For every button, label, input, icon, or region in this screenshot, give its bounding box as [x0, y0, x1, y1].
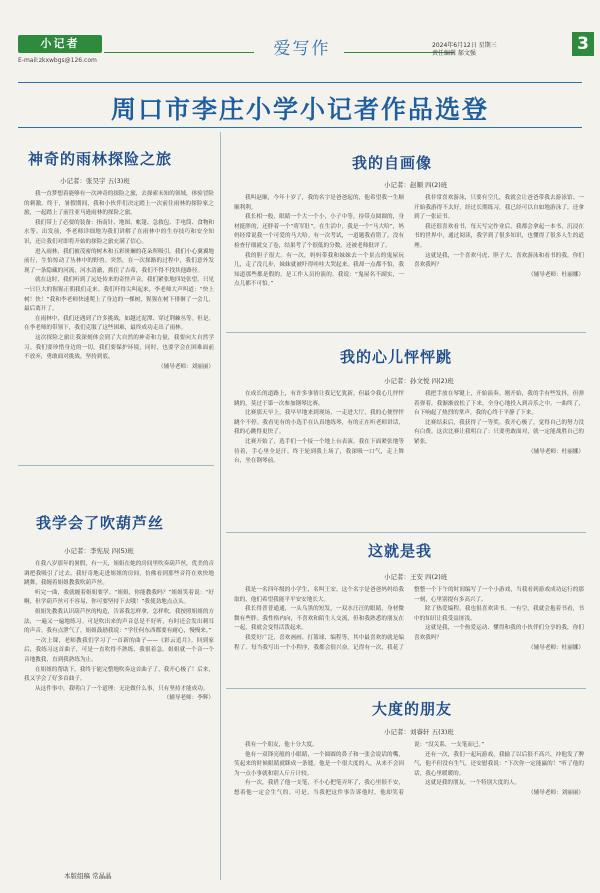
paragraph: 这就是我的朋友，一个特别大度的人。 [425, 780, 521, 787]
right-divider-2 [226, 532, 586, 533]
article-title-rainforest: 神奇的雨林探险之旅 [28, 150, 173, 168]
paragraph: 我还很喜欢看书，每天写完作业后，我都会拿起一本书，沉浸在书的世界中，通过阅读，我学到了很多知识，也懂得了很多人生的道理。 [414, 223, 584, 249]
paragraph: 我是一名四年级的小学生，名叫王安。这个名字是爸爸妈妈给我取的，他们希望我能平平安安地长大。 [234, 587, 404, 603]
paragraph: 比赛结束后，我获得了一等奖。我开心极了，觉得自己的努力没有白费。这次比赛让我明白了：只要勇敢面对，就一定能战胜自己的紧张。 [414, 419, 584, 445]
paragraph: 在雨林中，我们还遇到了许多挑战，如越过泥潭、穿过荆棘丛等。但是，在李老师的带领下，我们克服了这些困难，最终成功走出了雨林。 [24, 315, 214, 332]
teacher-credit: （辅导老师：刘丽丽） [528, 789, 584, 796]
paragraph: 这次探险之旅让我深刻体会到了大自然的神奇和力量，我要向大自然学习。我们要珍惜身边的一切，我们要保护环境，同时，也要学会在困难面前不放弃，勇敢面对挑战，坚持到底。 [24, 334, 214, 361]
column-divider [220, 132, 221, 880]
paragraph: 还有一次，我们一起玩游戏，我输了以后很不高兴，冲他发了脾气，他不但没有生气，还安慰我说：“下次你一定能赢的！”听了他的话，我心里暖暖的。 [414, 751, 584, 777]
paragraph: 我非常喜欢游泳，只要有空儿，我就会让爸爸带我去游泳馆。一开始我游得不太好，经过长期练习，我已经可以自如地游泳了，还拿到了一张证书。 [414, 195, 584, 221]
article-body-friend [234, 741, 584, 881]
left-divider [18, 465, 214, 466]
paragraph: 在我八岁那年的暑假，有一天，姐姐在她的房间里吹奏葫芦丝，优美的音调把我吸引了过去。我好奇地走进姐姐的房间，仿佛看到那些音符在欢快地跳舞，我缠着姐姐教我吹葫芦丝。 [24, 561, 214, 587]
paragraph: 从这件事中，我明白了一个道理：无论做什么事，只有坚持才能成功。 [35, 685, 209, 692]
byline-hulusi: 小记者：李宪辰 四(5)班 [64, 547, 134, 555]
paragraph: 他有一双锋亮般的小眼睛，一个圆圆的鼻子和一张会说话的嘴，笑起来的时候眼睛就眯成一条缝。他是一个很大度的人，从来不会因为一点小事就和别人斤斤计较。 [234, 751, 404, 777]
masthead-logo: 小记者 [18, 35, 102, 53]
headline-rule-bottom [18, 127, 582, 128]
page-headline: 周口市李庄小学小记者作品选登 [110, 95, 489, 124]
page-number: 3 [572, 32, 594, 56]
article-body-heartbeat [234, 390, 584, 528]
date-line: 2024年6月12日 星期三 [432, 42, 497, 49]
byline-rainforest: 小记者：张昊宇 五(3)班 [60, 177, 130, 185]
paragraph: 在姐姐的帮助下，我终于能完整地吹奏这首曲子了，我开心极了！后来，我又学会了好多首曲子。 [24, 666, 214, 683]
byline-thisisme: 小记者：王安 四(2)班 [384, 573, 448, 581]
paragraph: 在成长的道路上，有许多事情让我记忆犹新，但最令我心儿怦怦跳的，莫过于第一次参加钢琴比赛。 [234, 391, 404, 407]
paragraph: 我长得普普通通，一头乌黑的短发，一双水汪汪的眼睛，身材微微有些胖。我性格内向，不喜欢和陌生人交流，但和我熟悉的朋友在一起，我就会变得活泼起来。 [234, 606, 404, 632]
issue-date [432, 42, 497, 58]
paragraph: 有一次，我借了他一支笔，不小心把笔弄坏了，我心里很不安，想着他一定会生气的。可是，当我把这件事告诉他时，他却笑着说：“没关系，一支笔而已。” [234, 742, 485, 796]
email-line: E-mail:zkxwbgs@126.com [18, 57, 97, 64]
paragraph: 我长相一般，眼睛一个大一个小，小子中等，捡带点圆圆的，身材挺胖的，还胖着一个“将军肚”。在生活中，我是一个“马大哈”，妈妈经常说我一个可爱的马大哈。有一次考试，一道题我看错了，没有检查仔细就交了卷，结果考了个很低的分数，还被老师批评了。 [234, 214, 404, 249]
paragraph: 我叫赵顺，今年十岁了，我的名字是爸爸起的，他希望我一生顺顺利利。 [234, 195, 404, 211]
paragraph: 进入雨林，我们被茂密的树木和五彩斑斓的花朵所吸引。我们小心翼翼地前行，生怕惊动了丛林中的野兽。突然，在一次探路的过程中，我们意外发现了一条隐藏的河流，河水清澈，抓住了吉希，我们不得不找其他路径。 [24, 248, 214, 274]
paragraph: 这就是我，一个喜欢马虎、胆子大、喜欢游泳和看书的我，你们喜欢我吗？ [414, 252, 584, 269]
paragraph: 比赛那天早上，我早早地来到现场，一走进大厅，我的心便怦怦跳个不停。我看见有的小选手在认真地练琴，有的正在听老师讲话，我的心跳得更快了。 [234, 410, 404, 436]
byline-friend: 小记者：刘睿轩 五(3)班 [384, 728, 454, 736]
page-editor-credit: 本版组稿 常晶晶 [64, 872, 112, 880]
right-divider-3 [226, 688, 586, 689]
article-body-selfportrait [234, 194, 584, 328]
paragraph: 我们带上了必要的装备：指南针、地图、帐篷、急救包、手电筒、食物和水等。出发前，李老师详细地为我们讲解了在雨林中的生存技巧和安全知识，还让我们对即将开始的探险之旅充满了信心。 [24, 219, 214, 245]
paragraph: 一次上课，老师教我们学习了一首新的曲子——《彩云追月》。回到家后，我练习这首曲子，可是一直吹得不熟练，我很着急。姐姐就一个音一个音地教我，直到我熟练为止。 [24, 637, 214, 663]
page-header [0, 0, 600, 70]
teacher-credit: （辅导老师：刘丽丽） [158, 363, 214, 370]
byline-selfportrait: 小记者：赵顺 四(2)班 [384, 181, 448, 189]
article-body-rainforest [24, 190, 214, 462]
paragraph: 我的胆子很大。有一次，妈妈带我和妹妹去一个景点的鬼屋玩儿，走了没几步，妹妹就被吓得哇哇大哭起来。我却一点都不怕，我知道那些都是假的，是工作人员扮演的。我说：“鬼屋名不副实，一点儿都不可怕。” [234, 252, 404, 288]
article-title-hulusi: 我学会了吹葫芦丝 [36, 514, 165, 532]
headline-rule-top [18, 82, 582, 83]
paragraph: 除了热爱编程，我也很喜欢读书。一有空，我就会抱着书看，书中的知识让我受益匪浅。 [414, 606, 584, 622]
right-divider-1 [226, 332, 586, 333]
article-title-friend: 大度的朋友 [372, 700, 453, 718]
paragraph: 我有一个朋友，他十分大度。 [245, 742, 318, 748]
article-title-heartbeat: 我的心儿怦怦跳 [340, 348, 453, 366]
paragraph: 这就是我，一个热爱运动、懂得和我的小伙伴们分享的我，你们喜欢我吗？ [414, 625, 584, 641]
paragraph: 我一直梦想着能够有一次神奇的探险之旅，去探索未知的领域，体验冒险的刺激。终于，暑假期间，我和小伙伴们决定踏上一次前往雨林的探险家之旅，一起踏上了前往亚马逊雨林的探险之旅。 [24, 191, 214, 217]
article-title-thisisme: 这就是我 [368, 542, 433, 560]
article-title-selfportrait: 我的自画像 [352, 154, 433, 172]
section-title: 爱写作 [273, 39, 331, 59]
teacher-credit: （辅导老师：杜丽娜） [528, 271, 584, 278]
editor-line: 责任编辑 郝文强 [432, 50, 476, 57]
article-body-thisisme [234, 586, 584, 684]
paragraph: 听完一曲，我就缠着姐姐要学。“姐姐，你能教我吗？”姐姐笑着说：“好啊，但学葫芦丝可不容易，你可要坚持下去哦！”我使劲地点点头。 [24, 589, 214, 606]
teacher-credit: （辅导老师：杜丽娜） [528, 448, 584, 455]
byline-heartbeat: 小记者：孙文悦 四(2)班 [384, 377, 454, 385]
teacher-credit: （辅导老师：李辉） [163, 695, 214, 702]
article-body-hulusi [24, 560, 214, 863]
teacher-credit: （辅导老师：杜丽娜） [528, 644, 584, 651]
paragraph: 就在这时，我们听到了远处传来的奇怪声音。我们紧张地四处张望。只见一只巨大的猩猩正朝我们走来。我们吓得尖叫起来，李老师大声叫道：“快上树！快！”我和李老师快速爬上了身边的一棵树，猩猩在树下徘徊了一会儿，最后离开了。 [24, 277, 214, 313]
paragraph: 我爱好广泛，喜欢画画、打篮球、编程等，其中最喜欢的就是编程了。每当我写出一个小程序，我都会很兴奋。记得有一次，我花了整整一个下午的时间编写了一个小游戏，当我看到游戏成功运行的那一刻，心里别提有多高兴了。 [234, 587, 584, 651]
paragraph: 姐姐先教我认识葫芦丝的构造，告诉我怎样拿，怎样吹。我按照姐姐的方法，一遍又一遍地练习。可是吹出来的声音总是不好听，有时还会发出刺耳的声音。我有点泄气了，姐姐鼓励我说：“学任何东西都要有耐心，慢慢来。” [24, 608, 214, 635]
paragraph: 比赛开始了，选手们一个接一个地上台表演。我在下面紧张地等待着，手心里全是汗。终于轮到我上场了，我深吸一口气，走上舞台，坐在钢琴前。 [234, 438, 404, 465]
paragraph: 我把手放在琴键上，开始演奏。刚开始，我的手有些发抖，但弹着弹着，我渐渐放松了下来，全身心地投入到音乐之中。一曲终了，台下响起了热烈的掌声，我的心终于平静了下来。 [414, 391, 584, 417]
header-rule-left [104, 52, 254, 53]
